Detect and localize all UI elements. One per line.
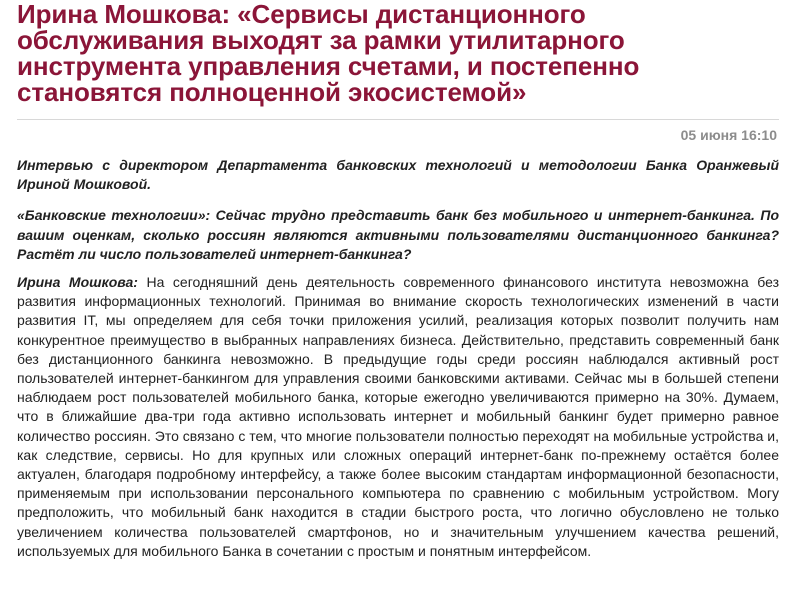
answer-speaker: Ирина Мошкова:: [17, 274, 138, 291]
title-divider: [17, 119, 779, 120]
article: [17, 0, 779, 561]
answer-text: На сегодняшний день деятельность современного финансового института невозможна без развития информационных технологий. Принимая во внимание скорость технологических изменений в части развития IT, мы определяем для себя точки приложения усилий, реализация которых позволит получить нам конкурентное преимущество в выбранных направлениях бизнеса. Действительно, представить современный банк без дистанционного банкинга невозможно. В предыдущие годы среди россиян наблюдался активный рост пользователей интернет-банкингом для управления своими банковскими активами. Сейчас мы в большей степени наблюдаем рост пользователей мобильного банка, которые ежегодно увеличиваются примерно на 30%. Думаем, что в ближайшие два-три года активно использовать интернет и мобильный банкинг будет примерно равное количество россиян. Это связано с тем, что многие пользователи полностью переходят на мобильные устройства и, как следствие, сервисы. Но для крупных или сложных операций интернет-банк по-прежнему остаётся более актуален, благодаря подробному интерфейсу, а также более высоким стандартам информационной безопасности, применяемым при использовании персонального компьютера по сравнению с мобильным устройством. Могу предположить, что мобильный банк находится в стадии быстрого роста, что логично обусловлено не только увеличением количества пользователей смартфонов, но и значительным улучшением качества решений, используемых для мобильного Банка в сочетании с простым и понятным интерфейсом.: [17, 274, 779, 559]
publish-date: 05 июня 16:10: [680, 127, 777, 143]
interview-question: «Банковские технологии»: Сейчас трудно представить банк без мобильного и интернет-банкинга. По вашим оценкам, сколько россиян являются активными пользователями дистанционного банкинга? Растёт ли число пользователей интернет-банкинга?: [17, 207, 779, 262]
article-title: Ирина Мошкова: «Сервисы дистанционного обслуживания выходят за рамки утилитарного инструмента управления счетами, и постепенно становятся полноценной экосистемой»: [17, 0, 640, 107]
interview-answer: [17, 273, 779, 561]
article-lead: Интервью с директором Департамента банковских технологий и методологии Банка Оранжевый Ириной Мошковой.: [17, 157, 779, 193]
